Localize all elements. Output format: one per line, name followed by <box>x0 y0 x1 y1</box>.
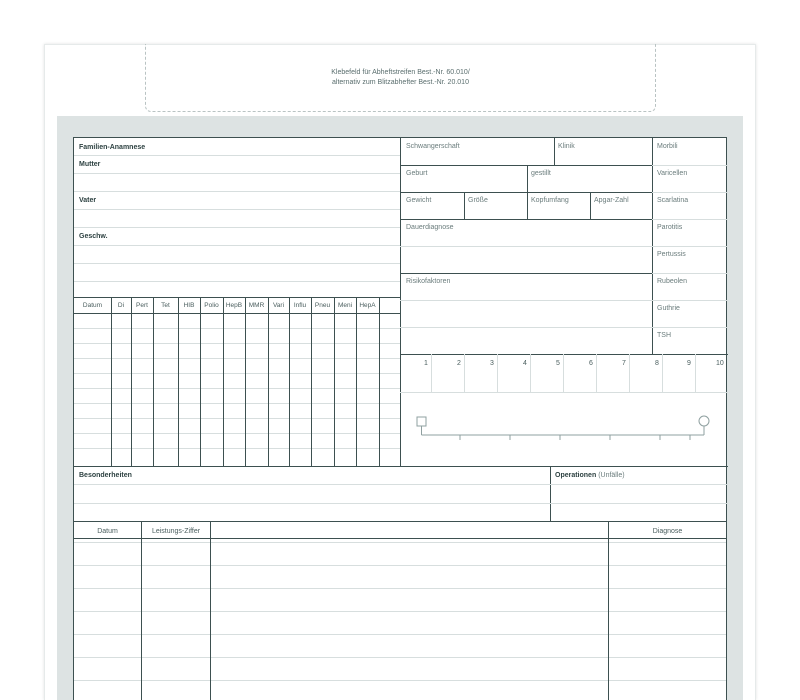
vacc-col-hib: HIB <box>183 302 195 309</box>
scale-number-10: 10 <box>716 360 724 367</box>
disease-varicellen: Varicellen <box>657 170 688 177</box>
binding-strip-text-2: alternativ zum Blitzabhefter Best.-Nr. 20.010 <box>332 78 469 86</box>
vacc-col-mmr: MMR <box>248 302 265 309</box>
vacc-col-influ: Influ <box>293 302 307 309</box>
vacc-col-date: Datum <box>82 302 103 309</box>
scale-number-3: 3 <box>490 360 494 367</box>
vacc-col-hepa: HepA <box>359 302 376 309</box>
vacc-col-tet: Tet <box>161 302 170 309</box>
vaccination-grid <box>74 298 400 466</box>
height-label: Größe <box>468 197 488 204</box>
scale-number-8: 8 <box>655 360 659 367</box>
number-scale <box>400 354 728 393</box>
birth-label: Geburt <box>406 170 428 177</box>
vacc-col-polio: Polio <box>204 302 219 309</box>
vacc-col-meni: Meni <box>337 302 353 309</box>
patient-record-form <box>73 137 727 522</box>
disease-scarlatina: Scarlatina <box>657 197 689 204</box>
scale-number-2: 2 <box>457 360 461 367</box>
disease-pertussis: Pertussis <box>657 251 686 258</box>
binding-strip-area <box>145 44 656 112</box>
disease-parotitis: Parotitis <box>657 224 683 231</box>
scale-number-5: 5 <box>556 360 560 367</box>
disease-morbili: Morbili <box>657 143 678 150</box>
operations-title: Operationen <box>555 472 597 479</box>
breastfed-label: gestillt <box>531 170 551 177</box>
services-table <box>73 522 727 700</box>
scale-number-6: 6 <box>589 360 593 367</box>
accidents-label: (Unfälle) <box>598 472 625 479</box>
clinic-label: Klinik <box>558 143 575 150</box>
square-marker-icon <box>417 417 426 426</box>
vacc-col-hepb: HepB <box>225 302 243 309</box>
siblings-label: Geschw. <box>79 233 108 240</box>
scale-number-1: 1 <box>424 360 428 367</box>
father-label: Vater <box>79 197 97 204</box>
mother-label: Mutter <box>79 161 101 168</box>
services-col-diagnosis: Diagnose <box>652 528 683 535</box>
special-notes-label: Besonderheiten <box>79 472 132 479</box>
vacc-col-vari: Vari <box>272 302 285 309</box>
disease-rubeolen: Rubeolen <box>657 278 687 285</box>
disease-guthrie: Guthrie <box>657 305 680 312</box>
services-col-date: Datum <box>97 528 118 535</box>
apgar-label: Apgar-Zahl <box>594 197 629 204</box>
weight-label: Gewicht <box>406 197 432 204</box>
pregnancy-label: Schwangerschaft <box>406 143 460 150</box>
chronic-diagnosis-label: Dauerdiagnose <box>406 224 454 231</box>
scale-number-7: 7 <box>622 360 626 367</box>
risk-factors-label: Risikofaktoren <box>406 278 451 285</box>
circle-marker-icon <box>699 416 709 426</box>
vacc-col-pneu: Pneu <box>314 302 331 309</box>
vacc-col-pert: Pert <box>136 302 148 309</box>
scale-number-9: 9 <box>687 360 691 367</box>
growth-scale-diagram <box>400 393 728 466</box>
operations-label <box>555 471 625 480</box>
scale-number-4: 4 <box>523 360 527 367</box>
disease-tsh: TSH <box>657 332 671 339</box>
family-anamnesis-title: Familien-Anamnese <box>79 144 146 151</box>
vacc-col-di: Di <box>117 302 125 309</box>
head-circumference-label: Kopfumfang <box>531 197 569 204</box>
binding-strip-text-1: Klebefeld für Abheftstreifen Best.-Nr. 60.010/ <box>331 68 470 76</box>
services-col-code: Leistungs-Ziffer <box>151 528 201 535</box>
